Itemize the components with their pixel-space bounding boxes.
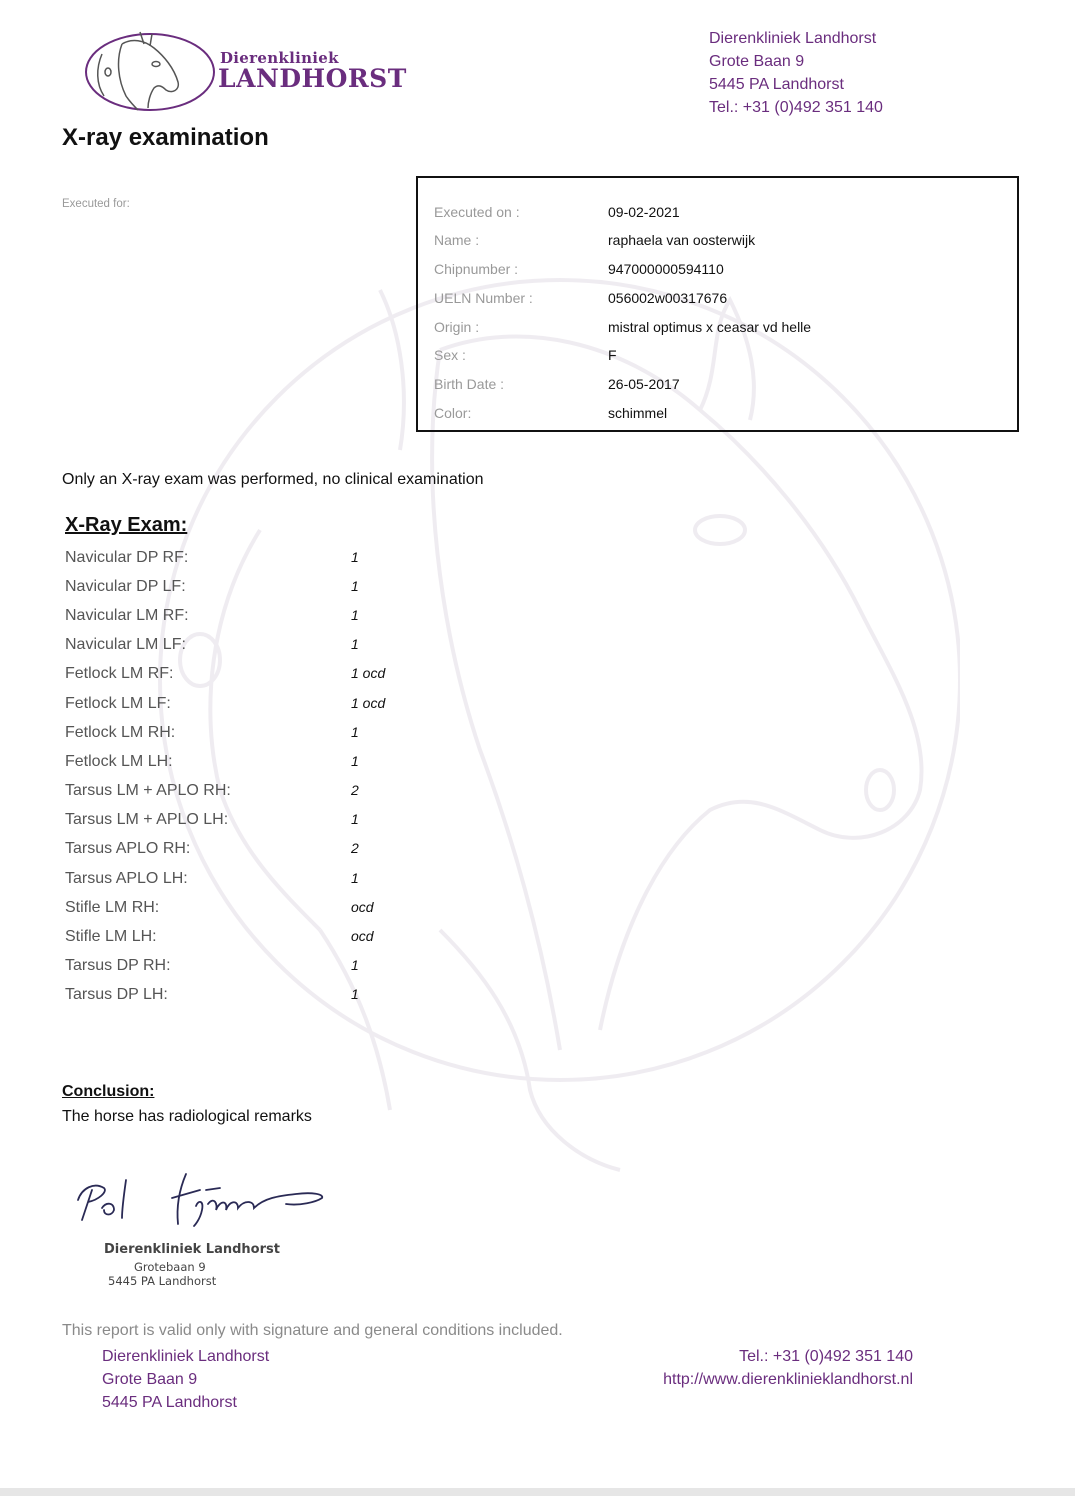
exam-heading: X-Ray Exam:: [65, 514, 188, 536]
stamp-line2: Grotebaan 9: [134, 1260, 206, 1274]
executed-for-label: Executed for:: [62, 198, 130, 210]
exam-value: 1: [351, 870, 359, 886]
footer-street: Grote Baan 9: [102, 1371, 198, 1388]
stamp-line3: 5445 PA Landhorst: [108, 1274, 217, 1288]
exam-value: 1: [351, 607, 359, 623]
info-value: 947000000594110: [608, 261, 724, 277]
exam-label: Navicular LM LF:: [65, 636, 186, 653]
horse-logo-icon: [82, 24, 222, 116]
exam-note: Only an X-ray exam was performed, no clinical examination: [62, 471, 484, 488]
exam-label: Tarsus DP RH:: [65, 957, 171, 974]
clinic-logo: [82, 24, 407, 116]
info-label: Executed on :: [434, 204, 520, 220]
footer-website-link[interactable]: http://www.dierenklinieklandhorst.nl: [663, 1371, 913, 1388]
exam-value: 1: [351, 636, 359, 652]
info-value: 056002w00317676: [608, 290, 728, 306]
exam-value: 1: [351, 549, 359, 565]
exam-value: 2: [351, 782, 359, 798]
page-title: X-ray examination: [62, 124, 269, 151]
exam-label: Fetlock LM RH:: [65, 724, 176, 741]
exam-label: Fetlock LM LF:: [65, 695, 171, 712]
info-value: 09-02-2021: [608, 204, 680, 220]
exam-value: ocd: [351, 899, 374, 915]
exam-value: 1: [351, 986, 359, 1002]
footer-clinic-name: Dierenkliniek Landhorst: [102, 1348, 270, 1365]
clinic-address: [709, 27, 883, 119]
info-value: 26-05-2017: [608, 376, 680, 392]
signature: [68, 1160, 338, 1232]
info-label: Name :: [434, 232, 480, 248]
exam-value: 2: [351, 840, 359, 856]
exam-value: 1: [351, 957, 359, 973]
stamp-line1: Dierenkliniek Landhorst: [104, 1242, 280, 1257]
exam-value: 1: [351, 811, 359, 827]
exam-label: Tarsus LM + APLO LH:: [65, 811, 229, 828]
footer-phone: Tel.: +31 (0)492 351 140: [739, 1348, 913, 1365]
patient-info-box: [416, 176, 1019, 432]
info-value: schimmel: [608, 405, 668, 421]
info-value: F: [608, 347, 617, 363]
clinic-name: Dierenkliniek Landhorst: [709, 30, 877, 47]
exam-label: Stifle LM RH:: [65, 899, 160, 916]
exam-label: Stifle LM LH:: [65, 928, 157, 945]
exam-label: Navicular DP RF:: [65, 549, 189, 566]
footer-postcode: 5445 PA Landhorst: [102, 1394, 237, 1411]
info-label: Sex :: [434, 347, 466, 363]
bottom-bar: [0, 1488, 1075, 1496]
exam-label: Navicular LM RF:: [65, 607, 189, 624]
info-label: Color:: [434, 405, 472, 421]
info-label: Birth Date :: [434, 376, 505, 392]
exam-value: ocd: [351, 928, 374, 944]
conclusion-heading: Conclusion:: [62, 1083, 155, 1100]
exam-value: 1 ocd: [351, 665, 386, 681]
exam-label: Tarsus DP LH:: [65, 986, 168, 1003]
logo-line1: Dierenkliniek: [220, 49, 339, 67]
conclusion-text: The horse has radiological remarks: [62, 1108, 312, 1125]
clinic-postcode: 5445 PA Landhorst: [709, 76, 844, 93]
exam-label: Fetlock LM LH:: [65, 753, 173, 770]
footer-address: [102, 1345, 269, 1414]
exam-label: Tarsus APLO LH:: [65, 870, 188, 887]
clinic-street: Grote Baan 9: [709, 53, 805, 70]
info-value: mistral optimus x ceasar vd helle: [608, 319, 812, 335]
exam-label: Navicular DP LF:: [65, 578, 186, 595]
exam-value: 1 ocd: [351, 695, 386, 711]
exam-value: 1: [351, 578, 359, 594]
info-label: Origin :: [434, 319, 480, 335]
clinic-stamp: [100, 1242, 280, 1292]
exam-value: 1: [351, 753, 359, 769]
exam-value: 1: [351, 724, 359, 740]
exam-label: Tarsus APLO RH:: [65, 840, 191, 857]
info-label: Chipnumber :: [434, 261, 519, 277]
validity-note: This report is valid only with signature and general conditions included.: [62, 1322, 563, 1339]
exam-label: Fetlock LM RF:: [65, 665, 174, 682]
exam-label: Tarsus LM + APLO RH:: [65, 782, 231, 799]
clinic-phone: Tel.: +31 (0)492 351 140: [709, 99, 883, 116]
info-value: raphaela van oosterwijk: [608, 232, 756, 248]
footer-contact: [590, 1345, 913, 1391]
logo-line2: LANDHORST: [218, 64, 407, 93]
info-label: UELN Number :: [434, 290, 533, 306]
